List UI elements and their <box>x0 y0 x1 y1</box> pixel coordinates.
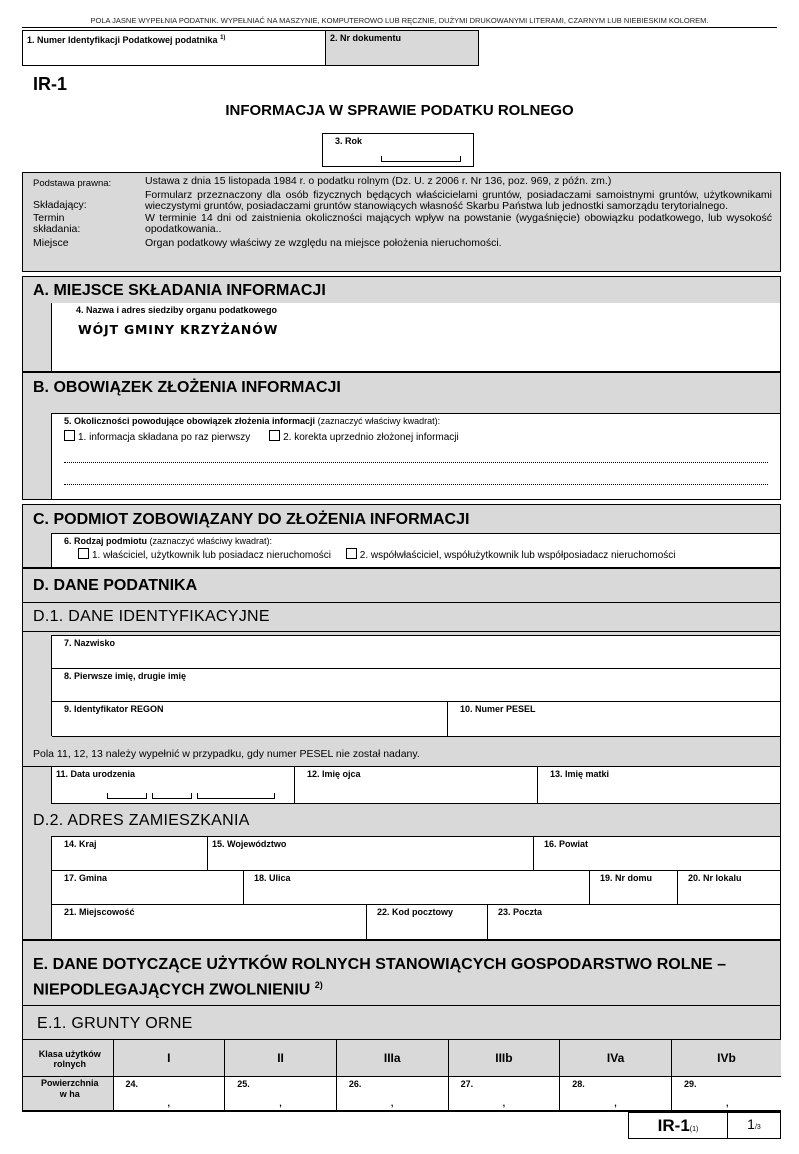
first-names-field[interactable] <box>52 669 781 702</box>
footer-form-code: IR-1 <box>657 1116 690 1135</box>
co-owner-label: 2. współwłaściciel, współużytkownik lub współposiadacz nieruchomości <box>359 550 676 561</box>
area-label-28: 28. <box>572 1078 585 1089</box>
d1-fields <box>51 635 780 736</box>
correction-checkbox[interactable] <box>269 430 280 441</box>
arable-land-table <box>23 1039 781 1111</box>
explanation-line-2[interactable] <box>64 484 768 485</box>
decimal-comma: , <box>390 1098 394 1108</box>
decimal-comma: , <box>167 1098 171 1108</box>
footer-page-total: /3 <box>754 1124 761 1131</box>
d1-title: D.1. DANE IDENTYFIKACYJNE <box>33 608 270 625</box>
county-label: 16. Powiat <box>544 839 589 849</box>
section-d-title: D. DANE PODATNIKA <box>33 577 198 594</box>
form-instructions: POLA JASNE WYPEŁNIA PODATNIK. WYPEŁNIAĆ NA MASZYNIE, KOMPUTEROWO LUB RĘCZNIE, DUŻYMI DRUKOWANYMI LITERAMI, CZARNYM LUB NIEBIESKIM KOLOREM. <box>90 16 709 25</box>
owner-label: 1. właściciel, użytkownik lub posiadacz nieruchomości <box>92 550 331 561</box>
apartment-number-field[interactable] <box>678 871 781 905</box>
birth-year-line <box>197 793 275 799</box>
section-e-title-line1: E. DANE DOTYCZĄCE UŻYTKÓW ROLNYCH STANOWIĄCYCH GOSPODARSTWO ROLNE – <box>33 956 727 973</box>
submitter-text: Formularz przeznaczony dla osób fizycznych będących właścicielami gruntów, posiadaczami samoistnymi gruntów, użytkownikami wieczystymi gruntów, posiadaczami gruntów stanowiących własność Skarbu Państwa lub jednostki samorządu terytorialnego. <box>145 188 772 212</box>
section-a-title: A. MIEJSCE SKŁADANIA INFORMACJI <box>33 282 326 299</box>
birth-date-field[interactable] <box>52 767 295 804</box>
municipality-field[interactable] <box>52 871 244 905</box>
decimal-comma: , <box>725 1098 729 1108</box>
regon-label: 9. Identyfikator REGON <box>64 704 164 714</box>
section-c-title: C. PODMIOT ZOBOWIĄZANY DO ZŁOŻENIA INFORMACJI <box>33 511 470 528</box>
birth-day-line <box>107 793 147 799</box>
d2-title: D.2. ADRES ZAMIESZKANIA <box>33 812 250 829</box>
pesel-field[interactable] <box>448 702 781 737</box>
entity-type-field <box>51 533 780 567</box>
decimal-comma: , <box>502 1098 506 1108</box>
county-field[interactable] <box>534 837 781 871</box>
postal-code-label: 22. Kod pocztowy <box>377 907 454 917</box>
tax-office-label: 4. Nazwa i adres siedziby organu podatkowego <box>76 305 278 315</box>
first-submission-checkbox[interactable] <box>64 430 75 441</box>
footer-page-number: 1 <box>747 1116 755 1132</box>
section-b-title: B. OBOWIĄZEK ZŁOŻENIA INFORMACJI <box>33 379 341 396</box>
post-office-label: 23. Poczta <box>498 907 543 917</box>
area-label-24: 24. <box>125 1078 139 1089</box>
e1-title: E.1. GRUNTY ORNE <box>37 1015 193 1032</box>
d-divider <box>23 602 780 603</box>
co-owner-option[interactable] <box>346 550 676 561</box>
first-submission-label: 1. informacja składana po raz pierwszy <box>78 432 251 443</box>
legal-row-basis <box>33 176 772 190</box>
legal-row-submitter <box>33 190 772 213</box>
street-field[interactable] <box>244 871 590 905</box>
top-rule <box>22 27 777 28</box>
voivodeship-label: 15. Województwo <box>212 839 287 849</box>
area-field-29[interactable] <box>671 1076 781 1111</box>
street-label: 18. Ulica <box>254 873 291 883</box>
class-ivb: IVb <box>671 1040 781 1077</box>
area-field-25[interactable] <box>225 1076 337 1111</box>
country-field[interactable] <box>52 837 208 871</box>
municipality-label: 17. Gmina <box>64 873 108 883</box>
postal-code-field[interactable] <box>367 905 488 940</box>
area-row-header: Powierzchnia w ha <box>23 1076 113 1111</box>
section-e-title <box>23 941 780 1000</box>
entity-type-hint: (zaznaczyć właściwy kwadrat): <box>149 536 273 546</box>
deadline-label: Termin składania: <box>33 211 81 235</box>
d1-extra-fields <box>51 767 780 804</box>
class-iiib: IIIb <box>448 1040 560 1077</box>
surname-field[interactable] <box>52 636 781 669</box>
country-label: 14. Kraj <box>64 839 97 849</box>
legal-row-place <box>33 238 772 250</box>
father-name-field[interactable] <box>295 767 538 804</box>
pesel-note: Pola 11, 12, 13 należy wypełnić w przypadku, gdy numer PESEL nie został nadany. <box>33 748 420 760</box>
tax-id-footnote: 1) <box>220 35 226 41</box>
area-field-27[interactable] <box>448 1076 560 1111</box>
birth-date-label: 11. Data urodzenia <box>56 769 136 779</box>
first-submission-option[interactable] <box>64 432 250 443</box>
class-iva: IVa <box>560 1040 672 1077</box>
area-label-26: 26. <box>348 1078 362 1089</box>
d1-divider <box>23 631 780 632</box>
tax-id-field[interactable] <box>22 30 326 66</box>
e-divider <box>23 1005 780 1006</box>
circumstances-field <box>51 413 780 499</box>
explanation-line-1[interactable] <box>64 462 768 463</box>
form-title: INFORMACJA W SPRAWIE PODATKU ROLNEGO <box>225 102 574 119</box>
correction-label: 2. korekta uprzednio złożonej informacji <box>283 432 459 443</box>
legal-info-box <box>22 172 781 272</box>
year-input-line <box>381 156 461 162</box>
section-d <box>22 568 781 940</box>
class-i: I <box>113 1040 225 1077</box>
surname-label: 7. Nazwisko <box>64 638 116 648</box>
class-iiia: IIIa <box>336 1040 448 1077</box>
year-field[interactable] <box>322 133 474 167</box>
birth-month-line <box>152 793 192 799</box>
circumstances-hint: (zaznaczyć właściwy kwadrat): <box>317 416 441 426</box>
decimal-comma: , <box>614 1098 617 1108</box>
form-code: IR-1 <box>33 74 68 94</box>
area-field-24[interactable] <box>113 1076 225 1111</box>
post-office-field[interactable] <box>488 905 781 940</box>
locality-label: 21. Miejscowość <box>64 907 135 917</box>
first-names-label: 8. Pierwsze imię, drugie imię <box>64 671 187 681</box>
tax-id-label: 1. Numer Identyfikacji Podatkowej podatnika <box>27 35 218 45</box>
class-row-header: Klasa użytków rolnych <box>23 1040 113 1077</box>
footer-page-box <box>727 1112 781 1139</box>
footer-form-version: (1) <box>689 1126 699 1133</box>
footer-form-code-box <box>628 1112 728 1139</box>
area-field-28[interactable] <box>560 1076 672 1111</box>
section-e-title-line2: NIEPODLEGAJĄCYCH ZWOLNIENIU <box>33 981 311 999</box>
co-owner-checkbox[interactable] <box>346 548 357 559</box>
locality-field[interactable] <box>52 905 367 940</box>
section-c <box>22 504 781 568</box>
document-number-label: 2. Nr dokumentu <box>330 33 402 43</box>
house-number-field[interactable] <box>590 871 678 905</box>
mother-name-field[interactable] <box>538 767 781 804</box>
legal-basis-label: Podstawa prawna: <box>33 178 112 189</box>
legal-basis-text: Ustawa z dnia 15 listopada 1984 r. o podatku rolnym (Dz. U. z 2006 r. Nr 136, poz. 969, z późn. zm.) <box>145 175 612 187</box>
class-ii: II <box>225 1040 337 1077</box>
entity-type-label: 6. Rodzaj podmiotu <box>64 536 147 546</box>
regon-field[interactable] <box>52 702 448 737</box>
correction-option[interactable] <box>269 432 459 443</box>
place-text: Organ podatkowy właściwy ze względu na miejsce położenia nieruchomości. <box>145 236 502 249</box>
apartment-number-label: 20. Nr lokalu <box>688 873 742 883</box>
submitter-label: Składający: <box>33 198 87 211</box>
mother-name-label: 13. Imię matki <box>550 769 610 779</box>
legal-row-deadline <box>33 213 772 236</box>
father-name-label: 12. Imię ojca <box>307 769 361 779</box>
area-label-27: 27. <box>460 1078 474 1089</box>
section-e <box>22 940 781 1112</box>
owner-option[interactable] <box>78 550 331 561</box>
year-label: 3. Rok <box>335 136 363 146</box>
section-a <box>22 276 781 372</box>
area-label-29: 29. <box>683 1078 697 1089</box>
pesel-label: 10. Numer PESEL <box>460 704 536 714</box>
voivodeship-field[interactable] <box>208 837 534 871</box>
section-e-footnote: 2) <box>314 980 323 990</box>
owner-checkbox[interactable] <box>78 548 89 559</box>
address-fields <box>51 836 780 939</box>
circumstances-label: 5. Okoliczności powodujące obowiązek złożenia informacji <box>64 416 316 426</box>
tax-office-value: WÓJT GMINY KRZYŻANÓW <box>78 322 279 337</box>
place-label: Miejsce <box>33 236 69 249</box>
tax-office-field[interactable] <box>51 303 780 371</box>
section-b <box>22 372 781 500</box>
deadline-text: W terminie 14 dni od zaistnienia okoliczności mających wpływ na powstanie (wygaśnięcie) obowiązku podatkowego, lub wysokość opodatkowania.. <box>145 211 772 235</box>
area-label-25: 25. <box>237 1078 250 1089</box>
house-number-label: 19. Nr domu <box>600 873 653 883</box>
document-number-field[interactable] <box>325 30 479 66</box>
area-field-26[interactable] <box>336 1076 448 1111</box>
decimal-comma: , <box>279 1098 282 1108</box>
